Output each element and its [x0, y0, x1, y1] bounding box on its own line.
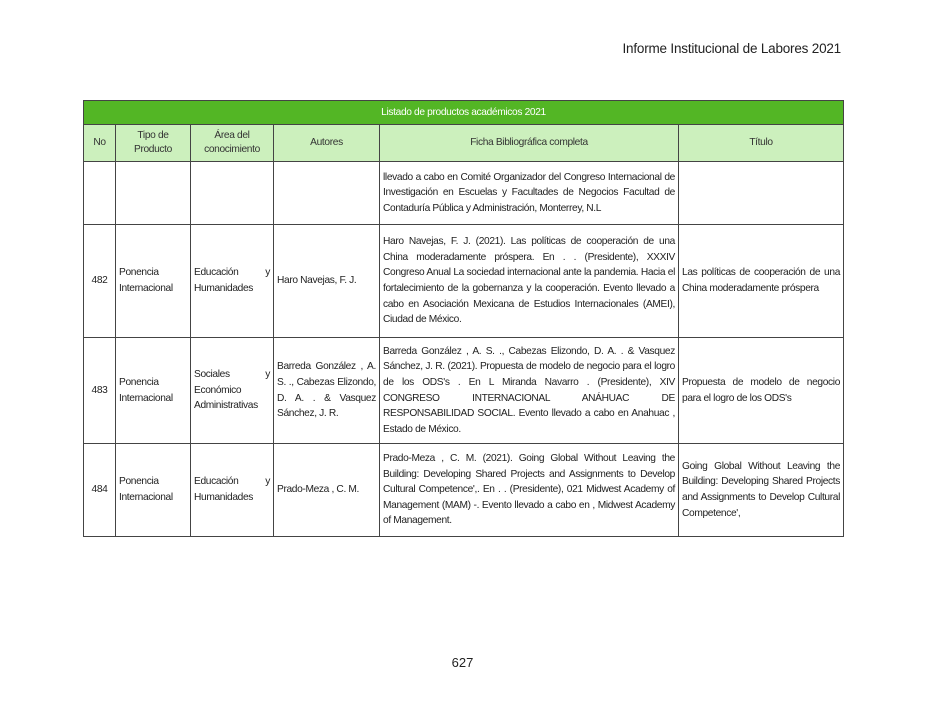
cell-no [84, 162, 116, 225]
table-row [84, 225, 844, 338]
academic-products-table [83, 100, 844, 537]
table-header-row [84, 125, 844, 162]
column-header-titulo: Título [679, 125, 844, 162]
cell-autores: Barreda González , A. S. ., Cabezas Elizondo, D. A. . & Vasquez Sánchez, J. R. [274, 338, 380, 444]
page-number: 627 [451, 655, 474, 670]
cell-titulo [679, 162, 844, 225]
table-row [84, 338, 844, 444]
cell-ficha: llevado a cabo en Comité Organizador del Congreso Internacional de Investigación en Escuelas y Facultades de Negocios Facultad de Contaduría Pública y Administración, Monterrey, N.L [380, 162, 679, 225]
report-header-title: Informe Institucional de Labores 2021 [622, 41, 841, 56]
table-row [84, 444, 844, 537]
cell-tipo [116, 162, 191, 225]
cell-ficha: Prado-Meza , C. M. (2021). Going Global Without Leaving the Building: Developing Shared Projects and Assignments to Develop Cultural Competence',. En . . (Presidente), 021 Midwest Academy of Management (MAM) -. Evento llevado a cabo en , Midwest Academy of Management. [380, 444, 679, 537]
cell-area: Educación y Humanidades [191, 444, 274, 537]
cell-ficha: Haro Navejas, F. J. (2021). Las políticas de cooperación de una China moderadamente próspera. En . . (Presidente), XXXIV Congreso Anual La sociedad internacional ante la pandemia. Hacia el fortalecimiento de la gobernanza y la cooperación. Evento llevado a cabo en Asociación Mexicana de Estudios Internacionales (AMEI), Ciudad de México. [380, 225, 679, 338]
products-table-container [83, 100, 843, 537]
cell-no: 483 [84, 338, 116, 444]
cell-area: Educación y Humanidades [191, 225, 274, 338]
cell-titulo: Going Global Without Leaving the Building: Developing Shared Projects and Assignments to Develop Cultural Competence', [679, 444, 844, 537]
column-header-ficha: Ficha Bibliográfica completa [380, 125, 679, 162]
table-row [84, 162, 844, 225]
cell-autores: Prado-Meza , C. M. [274, 444, 380, 537]
cell-tipo: Ponencia Internacional [116, 338, 191, 444]
cell-autores [274, 162, 380, 225]
column-header-tipo: Tipo de Producto [116, 125, 191, 162]
table-title-row [84, 101, 844, 125]
table-title: Listado de productos académicos 2021 [84, 101, 844, 125]
cell-titulo: Propuesta de modelo de negocio para el logro de los ODS's [679, 338, 844, 444]
cell-area [191, 162, 274, 225]
column-header-area: Área del conocimiento [191, 125, 274, 162]
column-header-no: No [84, 125, 116, 162]
cell-tipo: Ponencia Internacional [116, 444, 191, 537]
cell-area: Sociales y Económico Administrativas [191, 338, 274, 444]
cell-no: 484 [84, 444, 116, 537]
cell-ficha: Barreda González , A. S. ., Cabezas Elizondo, D. A. . & Vasquez Sánchez, J. R. (2021). Propuesta de modelo de negocio para el logro de los ODS's . En L Miranda Navarro . (Presidente), XIV CONGRESO INTERNACIONAL ANÁHUAC DE RESPONSABILIDAD SOCIAL. Evento llevado a cabo en Anahuac , Estado de México. [380, 338, 679, 444]
cell-autores: Haro Navejas, F. J. [274, 225, 380, 338]
cell-no: 482 [84, 225, 116, 338]
cell-tipo: Ponencia Internacional [116, 225, 191, 338]
column-header-autores: Autores [274, 125, 380, 162]
cell-titulo: Las políticas de cooperación de una China moderadamente próspera [679, 225, 844, 338]
